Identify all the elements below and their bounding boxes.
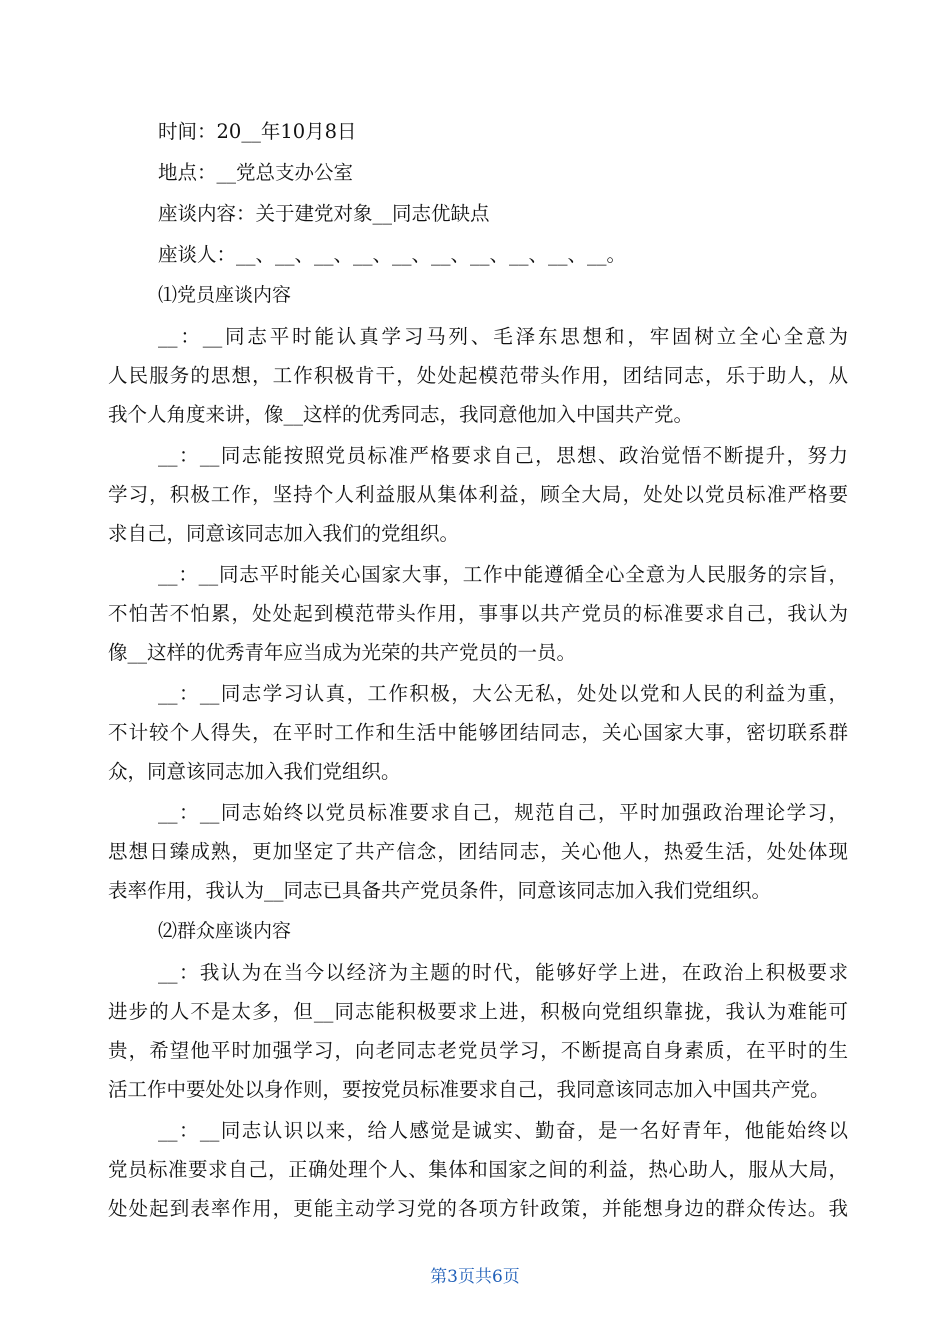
paragraph-line: 人民服务的思想，工作积极肯干，处处起模范带头作用，团结同志，乐于助人，从	[108, 364, 848, 387]
paragraph-line: 求自己，同意该同志加入我们的党组织。	[108, 522, 460, 545]
paragraph-line: 表率作用，我认为__同志已具备共产党员条件，同意该同志加入我们党组织。	[108, 879, 772, 902]
paragraph-line: 我个人角度来讲，像__这样的优秀同志，我同意他加入中国共产党。	[108, 403, 694, 426]
paragraph-line: 处处起到表率作用，更能主动学习党的各项方针政策，并能想身边的群众传达。我	[108, 1197, 848, 1220]
page-number: 第3页共6页	[430, 1267, 520, 1287]
paragraph-line: __：__同志学习认真，工作积极，大公无私，处处以党和人民的利益为重，	[158, 682, 848, 705]
paragraph-line: 众，同意该同志加入我们党组织。	[108, 760, 401, 783]
paragraph-line: 进步的人不是太多，但__同志能积极要求上进，积极向党组织靠拢，我认为难能可	[108, 1000, 848, 1023]
paragraph-line: __：__同志始终以党员标准要求自己，规范自己，平时加强政治理论学习，	[158, 801, 848, 824]
paragraph-line: 活工作中要处处以身作则，要按党员标准要求自己，我同意该同志加入中国共产党。	[108, 1078, 830, 1101]
meeting-participants: 座谈人：__、__、__、__、__、__、__、__、__、__。	[158, 243, 627, 266]
paragraph-line: __：我认为在当今以经济为主题的时代，能够好学上进，在政治上积极要求	[158, 961, 848, 984]
section-masses-title: ⑵群众座谈内容	[158, 920, 292, 942]
meeting-place: 地点：__党总支办公室	[158, 161, 354, 184]
paragraph-line: 贵，希望他平时加强学习，向老同志老党员学习，不断提高自身素质，在平时的生	[108, 1039, 848, 1062]
paragraph-line: 不计较个人得失，在平时工作和生活中能够团结同志，关心国家大事，密切联系群	[108, 721, 848, 744]
paragraph-line: __：__同志平时能关心国家大事，工作中能遵循全心全意为人民服务的宗旨，	[158, 563, 848, 586]
paragraph-line: 党员标准要求自己，正确处理个人、集体和国家之间的利益，热心助人，服从大局，	[108, 1158, 848, 1181]
paragraph-line: 像__这样的优秀青年应当成为光荣的共产党员的一员。	[108, 641, 577, 664]
paragraph-line: 不怕苦不怕累，处处起到模范带头作用，事事以共产党员的标准要求自己，我认为	[108, 602, 848, 625]
document-body	[108, 112, 848, 1228]
paragraph-line: __：__同志平时能认真学习马列、毛泽东思想和，牢固树立全心全意为	[158, 325, 848, 348]
meeting-topic: 座谈内容：关于建党对象__同志优缺点	[158, 202, 490, 225]
paragraph-line: 思想日臻成熟，更加坚定了共产信念，团结同志，关心他人，热爱生活，处处体现	[108, 840, 848, 863]
paragraph-line: 学习，积极工作，坚持个人利益服从集体利益，顾全大局，处处以党员标准严格要	[108, 483, 848, 506]
paragraph-line: __：__同志认识以来，给人感觉是诚实、勤奋，是一名好青年，他能始终以	[158, 1119, 848, 1142]
meeting-time: 时间：20__年10月8日	[158, 120, 357, 143]
paragraph-line: __：__同志能按照党员标准严格要求自己，思想、政治觉悟不断提升，努力	[158, 444, 848, 467]
section-party-member-title: ⑴党员座谈内容	[158, 284, 292, 306]
